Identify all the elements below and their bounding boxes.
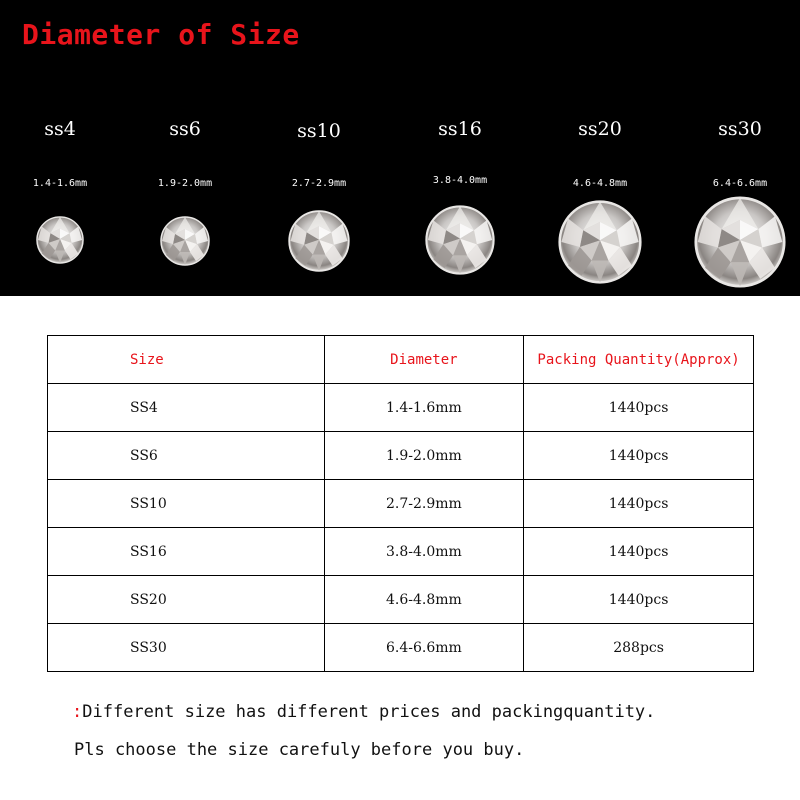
- header-packing-quantity: Packing Quantity(Approx): [524, 336, 754, 384]
- note-line-1: [72, 702, 655, 722]
- table-row: [48, 624, 754, 672]
- table-row: [48, 432, 754, 480]
- size-name: ss10: [297, 120, 341, 142]
- size-name: ss16: [438, 118, 482, 140]
- rhinestone-image: [288, 210, 350, 272]
- size-name: ss20: [578, 118, 622, 140]
- rhinestone-image: [36, 216, 84, 264]
- header-diameter: Diameter: [324, 336, 524, 384]
- note-colon: :: [72, 702, 83, 722]
- cell-diameter: 3.8-4.0mm: [324, 528, 524, 576]
- cell-size: SS20: [48, 576, 325, 624]
- cell-diameter: 2.7-2.9mm: [324, 480, 524, 528]
- size-table: [47, 335, 754, 672]
- cell-quantity: 1440pcs: [524, 384, 754, 432]
- table-row: [48, 384, 754, 432]
- size-column-ss6: [120, 0, 250, 296]
- size-banner: [0, 0, 800, 296]
- size-range: 3.8-4.0mm: [432, 175, 488, 186]
- table-row: [48, 576, 754, 624]
- cell-quantity: 1440pcs: [524, 528, 754, 576]
- header-size: Size: [48, 336, 325, 384]
- note-text-1: Different size has different prices and packingquantity.: [82, 702, 656, 722]
- size-range: 6.4-6.6mm: [712, 178, 768, 189]
- size-name: ss30: [718, 118, 762, 140]
- table-header-row: [48, 336, 754, 384]
- size-name: ss6: [169, 118, 201, 140]
- cell-quantity: 1440pcs: [524, 432, 754, 480]
- rhinestone-image: [160, 216, 210, 266]
- cell-quantity: 1440pcs: [524, 480, 754, 528]
- rhinestone-image: [425, 205, 495, 275]
- size-column-ss20: [535, 0, 665, 296]
- size-column-ss10: [254, 0, 384, 296]
- table-row: [48, 528, 754, 576]
- size-range: 4.6-4.8mm: [572, 178, 628, 189]
- rhinestone-image: [694, 196, 786, 288]
- size-column-ss30: [675, 0, 800, 296]
- banner-title: Diameter of Size: [22, 18, 300, 51]
- size-range: 1.4-1.6mm: [32, 178, 88, 189]
- cell-diameter: 1.4-1.6mm: [324, 384, 524, 432]
- size-column-ss4: [0, 0, 125, 296]
- cell-diameter: 6.4-6.6mm: [324, 624, 524, 672]
- size-range: 2.7-2.9mm: [291, 178, 347, 189]
- table-row: [48, 480, 754, 528]
- size-range: 1.9-2.0mm: [157, 178, 213, 189]
- size-name: ss4: [44, 118, 76, 140]
- cell-diameter: 1.9-2.0mm: [324, 432, 524, 480]
- cell-size: SS6: [48, 432, 325, 480]
- cell-quantity: 288pcs: [524, 624, 754, 672]
- cell-quantity: 1440pcs: [524, 576, 754, 624]
- cell-size: SS4: [48, 384, 325, 432]
- cell-size: SS16: [48, 528, 325, 576]
- note-line-2: Pls choose the size carefuly before you buy.: [74, 740, 525, 760]
- cell-size: SS10: [48, 480, 325, 528]
- rhinestone-image: [558, 200, 642, 284]
- size-column-ss16: [395, 0, 525, 296]
- cell-size: SS30: [48, 624, 325, 672]
- cell-diameter: 4.6-4.8mm: [324, 576, 524, 624]
